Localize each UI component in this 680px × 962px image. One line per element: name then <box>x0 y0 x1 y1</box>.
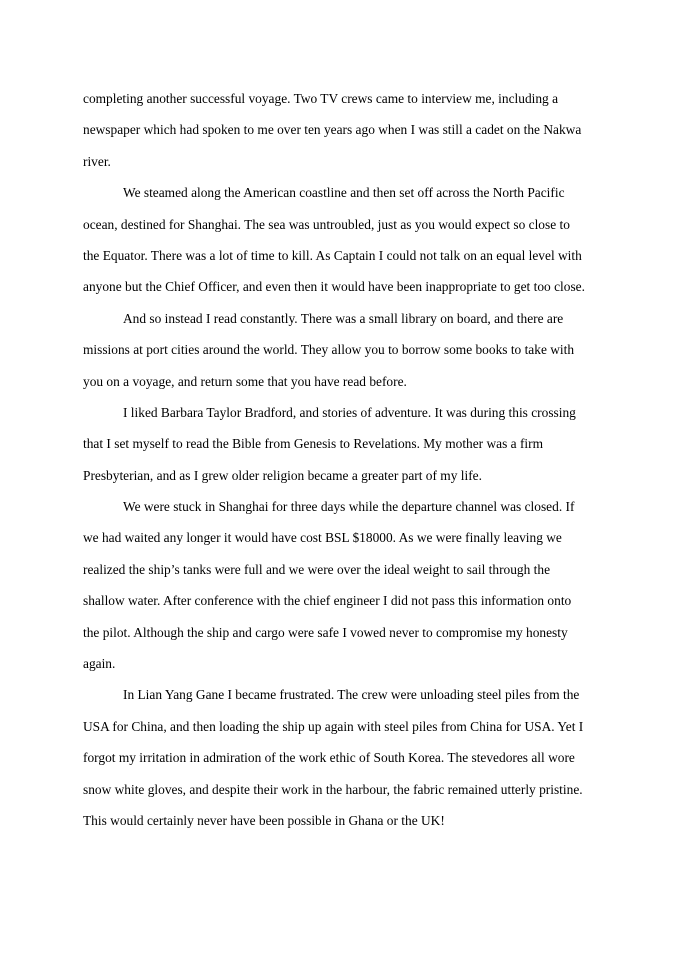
text-line: we had waited any longer it would have cost BSL $18000. As we were finally leaving we <box>83 530 562 546</box>
paragraph <box>83 679 603 836</box>
text-line: We steamed along the American coastline and then set off across the North Pacific <box>123 185 565 201</box>
text-line: missions at port cities around the world. They allow you to borrow some books to take with <box>83 342 575 358</box>
text-line: again. <box>83 656 116 672</box>
text-line: the Equator. There was a lot of time to kill. As Captain I could not talk on an equal level with <box>83 247 582 263</box>
paragraph <box>83 177 603 303</box>
text-line: snow white gloves, and despite their work in the harbour, the fabric remained utterly pristine. <box>83 781 583 797</box>
text-line: completing another successful voyage. Two TV crews came to interview me, including a <box>83 91 559 106</box>
text-line: In Lian Yang Gane I became frustrated. The crew were unloading steel piles from the <box>123 687 580 703</box>
text-line: ocean, destined for Shanghai. The sea was untroubled, just as you would expect so close to <box>83 216 570 232</box>
text-line: This would certainly never have been possible in Ghana or the UK! <box>83 812 445 828</box>
document-body <box>83 83 603 836</box>
text-line: shallow water. After conference with the chief engineer I did not pass this information onto <box>83 593 572 609</box>
paragraph <box>83 397 603 491</box>
text-line: forgot my irritation in admiration of the work ethic of South Korea. The stevedores all wore <box>83 750 575 766</box>
text-line: realized the ship’s tanks were full and we were over the ideal weight to sail through the <box>83 561 551 577</box>
text-line: that I set myself to read the Bible from Genesis to Revelations. My mother was a firm <box>83 436 544 452</box>
text-line: We were stuck in Shanghai for three days while the departure channel was closed. If <box>123 499 575 515</box>
paragraph <box>83 83 603 177</box>
text-line: USA for China, and then loading the ship up again with steel piles from China for USA. Yet I <box>83 718 584 734</box>
text-line: newspaper which had spoken to me over ten years ago when I was still a cadet on the Nakwa <box>83 122 582 138</box>
text-line: And so instead I read constantly. There was a small library on board, and there are <box>123 310 564 326</box>
paragraph <box>83 303 603 397</box>
paragraph <box>83 491 603 679</box>
text-line: river. <box>83 153 111 169</box>
text-line: the pilot. Although the ship and cargo were safe I vowed never to compromise my honesty <box>83 624 568 640</box>
text-line: you on a voyage, and return some that you have read before. <box>83 373 407 389</box>
text-line: I liked Barbara Taylor Bradford, and stories of adventure. It was during this crossing <box>123 404 576 420</box>
text-line: Presbyterian, and as I grew older religion became a greater part of my life. <box>83 467 482 483</box>
text-line: anyone but the Chief Officer, and even then it would have been inappropriate to get too close. <box>83 279 585 295</box>
